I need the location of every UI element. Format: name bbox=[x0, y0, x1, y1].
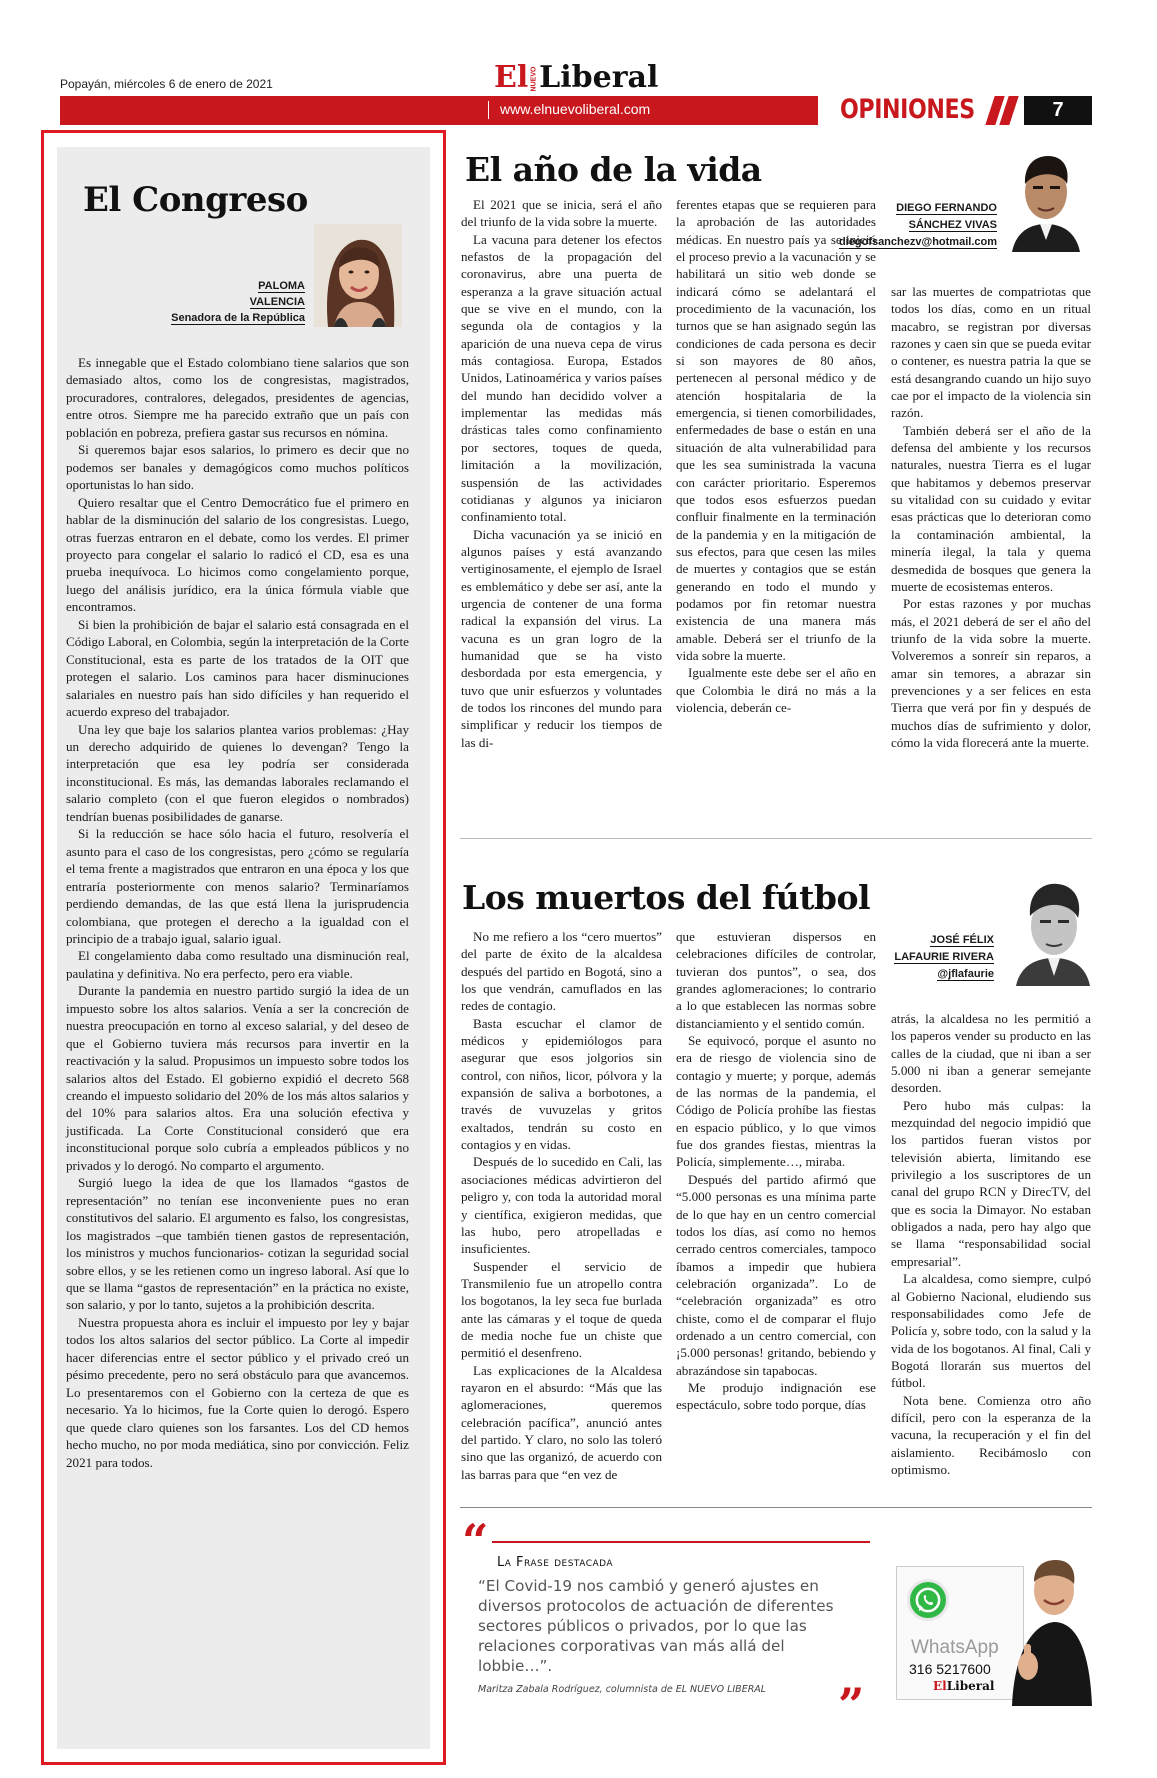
quote-divider bbox=[460, 1507, 1092, 1508]
whatsapp-phone[interactable]: 316 5217600 bbox=[909, 1661, 991, 1677]
paragraph: El 2021 que se inicia, será el año del triunfo de la vida sobre la muerte. bbox=[461, 197, 662, 230]
paragraph: Nuestra propuesta ahora es incluir el impuesto por ley y bajar todos los altos salarios del sector público. La Corte al impedir hacer diferencias entre el sector público y el privado creó un pésimo precedente, pero no será obstáculo para que avancemos. Lo presentaremos con el Gobierno con la certeza de que es necesario. Ya lo hicimos, fue la Corte quien lo derogó. Espero que quede claro quienes son los farsantes. Los del CD hemos hecho mucho, no por moda mediática, sino por convicción. Feliz 2021 para todos. bbox=[66, 1314, 409, 1470]
paragraph: Si queremos bajar esos salarios, lo primero es decir que no podemos ser banales y demagógicos como muchos políticos oportunistas lo han sido. bbox=[66, 442, 409, 493]
quote-close-icon: ” bbox=[838, 1678, 865, 1732]
author-surname: VALENCIA bbox=[249, 296, 305, 308]
quote-open-icon: “ bbox=[462, 1514, 489, 1568]
author-email-link[interactable]: diegofsanchezv@hotmail.com bbox=[838, 236, 997, 248]
author-photo bbox=[1006, 148, 1086, 252]
article2-column-2 bbox=[676, 928, 876, 1414]
paragraph: Dicha vacunación ya se inició en algunos países y está avanzando vertiginosamente, el ejemplo de Israel es emblemático y debe ser así, ante la urgencia de contener de una forma radical la expansión del virus. La vacuna es un gran logro de la humanidad que se ha visto desbordada por esta emergencia, y tuvo que unir esfuerzos y voluntades de todos los rincones del mundo para simplificar y reducir los tiempos de las di- bbox=[461, 526, 662, 750]
paragraph: Las explicaciones de la Alcaldesa rayaron en el absurdo: “Más que las aglomeraciones, queremos celebración pacífica”, anunció antes del partido. Y claro, no solo las toleró sino que las organizó, de acuerdo con las barras para que “en vez de bbox=[461, 1362, 662, 1482]
article1-column-3 bbox=[891, 283, 1091, 751]
paragraph: Si la reducción se hace sólo hacia el futuro, resolvería el asunto para el caso de los congresistas, pero ¿cómo se regularía el tema frente a magistrados que entraron en una época y los que entraría posteriormente con menos salario? Terminaríamos perdiendo demandas, de las que está llena la jurisprudencia colombiana, que protegen el derecho a la igualdad con el principio de a trabajo igual, salario igual. bbox=[66, 826, 409, 946]
site-url-link[interactable]: www.elnuevoliberal.com bbox=[500, 101, 651, 117]
left-article-body bbox=[66, 354, 409, 1471]
author-surname: SÁNCHEZ VIVAS bbox=[908, 219, 997, 231]
paragraph: La vacuna para detener los efectos nefastos de la propagación del coronavirus, abre una puerta de esperanza a la grave situación actual que se vive en el mundo, con la segunda ola de contagios y la aparición de una nueva cepa de virus más contagiosa. Europa, Estados Unidos, Latinoamérica y varios países del mundo han decidido volver a implementar las medidas más drásticas tales como confinamiento por sectores, toques de queda, limitación a la movilización, suspensión de las actividades cotidianas y algunos ya iniciaron confinamiento total. bbox=[461, 231, 662, 525]
author-surname: LAFAURIE RIVERA bbox=[894, 951, 994, 963]
author-name: JOSÉ FÉLIX bbox=[930, 934, 994, 946]
article1-column-2 bbox=[676, 196, 876, 716]
left-article-byline bbox=[150, 278, 305, 326]
edition-date: Popayán, miércoles 6 de enero de 2021 bbox=[60, 77, 273, 91]
quote-label: La Frase destacada bbox=[497, 1555, 614, 1570]
article1-title: El año de la vida bbox=[465, 150, 762, 189]
article2-column-1 bbox=[461, 928, 662, 1483]
paragraph: ferentes etapas que se requieren para la aprobación de las autoridades médicas. En nuestro país ya se inició el proceso previo a la vacunación y se habilitará un sitio web donde se indicará cómo se adelantará el procedimiento de la vacunación, los turnos que se han asignado según las condiciones de cada persona es decir si son mayores de 80 años, pertenecen al personal médico y de atención hospitalaria de la emergencia, si tienen comorbilidades, enfermedades de base o están en una situación de alta vulnerabilidad para que les sea suministrada la vacuna con carácter prioritario. Esperemos que todos esos esfuerzos puedan confluir finalmente en la terminación de la pandemia y en la mitigación de sus efectos, para que cesen las miles de muertes y contagios que se están generando en todo el mundo y podamos por fin retomar nuestra existencia de una manera más amable. Deberá ser el triunfo de la vida sobre la muerte. bbox=[676, 197, 876, 663]
article1-column-1 bbox=[461, 196, 662, 751]
paragraph: Se equivocó, porque el asunto no era de riesgo de violencia sino de contagio y muerte; y porque, además de las normas de la pandemia, el Código de Policía prohíbe las fiestas en espacio público, y lo que vimos fue dos grandes fiestas, mientras la Policía, simplemente…, miraba. bbox=[676, 1033, 876, 1170]
paragraph: atrás, la alcaldesa no les permitió a los paperos vender su producto en las calles de la ciudad, que ni iban a ser 5.000 ni iban a generar semejante desorden. bbox=[891, 1011, 1091, 1096]
author-handle-link[interactable]: @jflafaurie bbox=[937, 968, 994, 980]
logo-liberal: Liberal bbox=[539, 60, 659, 95]
promo-logo bbox=[933, 1679, 994, 1693]
article2-title: Los muertos del fútbol bbox=[462, 878, 871, 917]
whatsapp-icon bbox=[907, 1579, 949, 1621]
logo-nuevo: NUEVO bbox=[530, 66, 538, 92]
paragraph: Pero hubo más culpas: la mezquindad del negocio impidió que los partidos fueran vistos por televisión abierta, limitando ese privilegio a los suscriptores de un canal del grupo RCN y DirecTV, del que es socia la Dimayor. No estaban obligados a nada, pero hay algo que se llama “responsabilidad social empresarial”. bbox=[891, 1097, 1091, 1269]
paragraph: Suspender el servicio de Transmilenio fue un atropello contra los bogotanos, la ley seca fue burlada ante las cámaras y el toque de queda de media noche fue un chiste que permitió el desenfreno. bbox=[461, 1258, 662, 1361]
masthead-logo[interactable] bbox=[494, 60, 662, 96]
paragraph: sar las muertes de compatriotas que todos los días, como en un ritual macabro, se registran por diversas razones y caen sin que se pueda evitar o contener, es nuestra patria la que se está desangrando cuando un hijo suyo cae por el impacto de la violencia sin razón. bbox=[891, 284, 1091, 421]
paragraph: La alcaldesa, como siempre, culpó al Gobierno Nacional, eludiendo sus responsabilidades como Jefe de Policía y, sobre todo, con la salud y la vida de los bogotanos. Al final, Cali y Bogotá llorarán sus muertos del fútbol. bbox=[891, 1271, 1091, 1391]
paragraph: que estuvieran dispersos en celebraciones difíciles de controlar, tuvieran dos puntos”, o sea, dos grandes aglomeraciones; lo contrario a lo que establecen las normas sobre distanciamiento y el sentido común. bbox=[676, 929, 876, 1031]
paragraph: Basta escuchar el clamor de médicos y epidemiólogos para asegurar que esos jolgorios sin control, con niños, licor, pólvora y la expansión de saliva a borbotones, a través de vuvuzelas y gritos exaltados, tendrán su costo en contagios y en vidas. bbox=[461, 1015, 662, 1153]
whatsapp-sign bbox=[896, 1566, 1024, 1700]
author-photo bbox=[1006, 876, 1092, 986]
paragraph: Después del partido afirmó que “5.000 personas es una mínima parte de lo que hay en un centro comercial todos los días, así como no hemos cerrado centros comerciales, tampoco íbamos a impedir que hubiera celebración organizada”. Lo de “celebración organizada” es otro chiste, como el de comparar el flujo ordenado a un centro comercial, con ¡5.000 personas! gritando, bebiendo y abrazándose sin tapabocas. bbox=[676, 1171, 876, 1378]
section-name: OPINIONES bbox=[840, 94, 975, 125]
header-red-bar bbox=[60, 96, 818, 125]
page-number: 7 bbox=[1024, 96, 1092, 125]
paragraph: También deberá ser el año de la defensa del ambiente y los recursos naturales, nuestra Tierra es el lugar que habitamos y debemos preservar su vitalidad con su cuidado y evitar esas prácticas que lo deterioran como la contaminación ambiental, la minería ilegal, la tala y quema desmedida de bosques que genera la muerte de ecosistemas enteros. bbox=[891, 422, 1091, 594]
logo-el: El bbox=[494, 60, 529, 95]
logo-liberal: Liberal bbox=[946, 1679, 995, 1693]
paragraph: Es innegable que el Estado colombiano tiene salarios que son demasiado altos, como los de congresistas, magistrados, procuradores, contralores, delegados, presidentes de agencias, entre otros. Siempre me ha parecido extraño que un país con población en pobreza, prefiera gastar sus recursos en nómina. bbox=[66, 355, 409, 440]
paragraph: Una ley que baje los salarios plantea varios problemas: ¿Hay un derecho adquirido de quienes lo devengan? Tengo la interpretación que esa ley podría ser considerada inconstitucional. Es más, las demandas laborales reclamando el salario completo (con el que fueron elegidos o nombrados) tendrían buenas posibilidades de ganarse. bbox=[66, 721, 409, 824]
paragraph: Por estas razones y por muchas más, el 2021 deberá de ser el año del triunfo de la vida sobre la muerte. Volveremos a sonreír sin reparos, a amar sin temores, a abrazar sin prevenciones y a ser felices en esta Tierra que verá por fin y después de muchos días de sufrimiento y dolor, cómo la vida florecerá ante la muerte. bbox=[891, 596, 1091, 750]
quote-rule bbox=[492, 1541, 870, 1543]
whatsapp-promo[interactable] bbox=[896, 1554, 1092, 1706]
promo-person-photo bbox=[1006, 1554, 1092, 1706]
quote-text: “El Covid-19 nos cambió y generó ajustes en diversos protocolos de actuación de diferentes sectores públicos o privados, por lo que las relaciones corporativas van más allá del lobbie…”. bbox=[478, 1577, 834, 1675]
paragraph: Quiero resaltar que el Centro Democrático fue el primero en hablar de la disminución del salario de los congresistas. Luego, otras fuerzas entraron en el debate, como los verdes. El primer proyecto para congelar el salario lo radicó el CD, esa es una prueba inequívoca. Lo hicimos como congelamiento porque, luego del análisis jurídico, era la única fórmula viable que encontramos. bbox=[66, 494, 409, 615]
quote-author: Maritza Zabala Rodríguez, columnista de EL NUEVO LIBERAL bbox=[478, 1684, 767, 1695]
paragraph: Si bien la prohibición de bajar el salario está consagrada en el Código Laboral, en Colombia, según la interpretación de la Corte Constitucional, esta es parte de los tratados de la OIT que protegen el salario. Los caminos para hacer disminuciones salariales en nuestro país han sido difíciles y han requerido el acuerdo expreso del trabajador. bbox=[66, 616, 409, 720]
paragraph: Después de lo sucedido en Cali, las asociaciones médicas advirtieron del peligro y, con toda la autoridad moral y científica, exigieron medidas, que las hubo, pero atropelladas e insuficientes. bbox=[461, 1154, 662, 1257]
author-photo bbox=[314, 224, 402, 327]
paragraph: Surgió luego la idea de que los llamados “gastos de representación” no tenían ese inconveniente pues no eran constitutivos del salario. El argumento es falso, los congresistas, los magistrados –que también tienen gastos de representación, los ministros y muchos funcionarios- cotizan la seguridad social sobre ellos, y se les retienen como un ingreso laboral. Así que lo que se llama “gastos de representación” en la práctica no existe, son salario, y por lo tanto, sujetos a la prohibición descrita. bbox=[66, 1175, 409, 1313]
paragraph: El congelamiento daba como resultado una disminución real, paulatina y definitiva. No era perfecto, pero era viable. bbox=[66, 948, 409, 981]
left-article-title: El Congreso bbox=[83, 180, 308, 220]
paragraph: No me refiero a los “cero muertos” del parte de éxito de la alcaldesa después del partido en Bogotá, sino a los que vendrán, camuflados en las redes de contagio. bbox=[461, 929, 662, 1014]
article2-column-3 bbox=[891, 1010, 1091, 1478]
author-name: PALOMA bbox=[258, 280, 305, 292]
paragraph: Igualmente este debe ser el año en que Colombia le dirá no más a la violencia, deberán ce- bbox=[676, 665, 876, 715]
article-divider bbox=[460, 838, 1092, 839]
author-role: Senadora de la República bbox=[171, 312, 305, 324]
paragraph: Me produjo indignación ese espectáculo, sobre todo porque, días bbox=[676, 1379, 876, 1413]
whatsapp-label: WhatsApp bbox=[911, 1637, 999, 1658]
article2-byline bbox=[860, 932, 994, 983]
paragraph: Nota bene. Comienza otro año difícil, pero con la esperanza de la vacuna, la recuperación y el fin del aislamiento. Recibámoslo con optimismo. bbox=[891, 1392, 1091, 1477]
logo-el: El bbox=[933, 1679, 947, 1693]
paragraph: Durante la pandemia en nuestro partido surgió la idea de un impuesto sobre los altos salarios. Venía a ser la concreción de nuestra preocupación en torno al exceso salarial, y del deseo de que el Gobierno tuviera más recursos para invertir en la reactivación y la salud. Propusimos un impuesto sobre todos los salarios altos del Estado. El gobierno expidió el decreto 568 creando el impuesto solidario del 20% de los más altos salarios y del 10% para salarios altos. Era una solución efectiva y justificada. La Corte Constitucional consideró que era inconstitucional porque solo cubría a empleados públicos y no privados y lo derogó. No comparto el argumento. bbox=[66, 983, 409, 1173]
author-name: DIEGO FERNANDO bbox=[896, 202, 997, 214]
